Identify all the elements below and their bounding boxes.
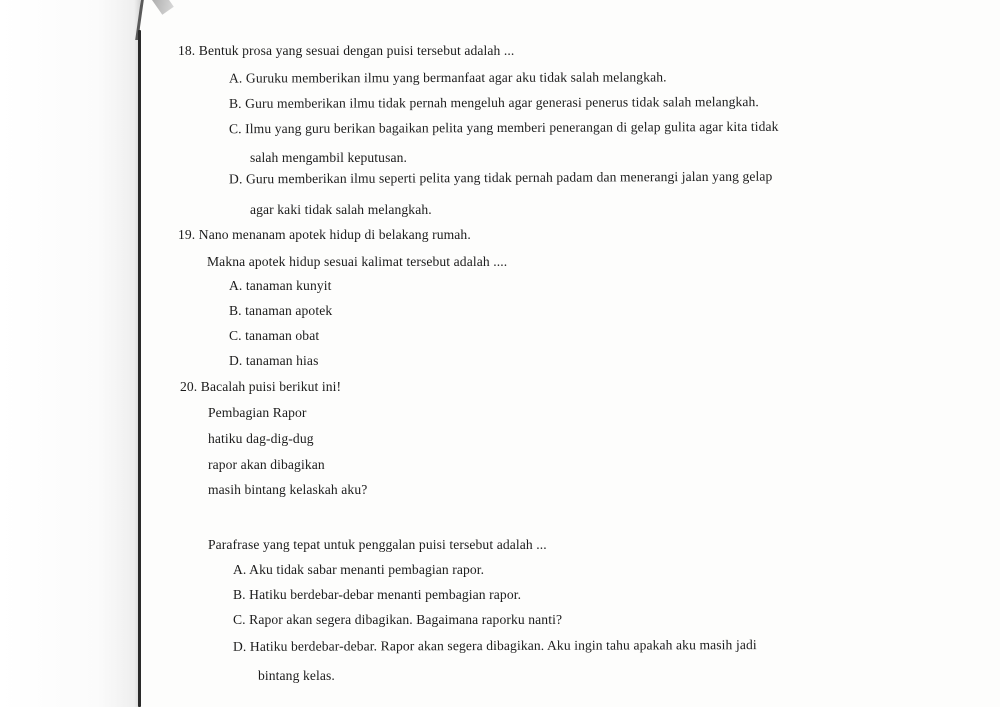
q18-option-c-line2: salah mengambil keputusan. <box>250 150 408 165</box>
q19-option-d: D. tanaman hias <box>229 353 319 368</box>
q18-option-d-line2: agar kaki tidak salah melangkah. <box>250 202 432 217</box>
binder-edge <box>138 30 141 707</box>
q20-poem-line-1: hatiku dag-dig-dug <box>208 431 314 446</box>
q20-question: 20. Bacalah puisi berikut ini! <box>180 379 342 394</box>
q18-option-a: A. Guruku memberikan ilmu yang bermanfaat agar aku tidak salah melangkah. <box>228 69 667 86</box>
q20-option-b: B. Hatiku berdebar-debar menanti pembagian rapor. <box>233 587 522 602</box>
q18-option-c-line1: C. Ilmu yang guru berikan bagaikan pelita yang memberi penerangan di gelap gulita agar kita tidak <box>228 118 779 137</box>
q18-option-d-line1: D. Guru memberikan ilmu seperti pelita yang tidak pernah padam dan menerangi jalan yang gelap <box>228 168 773 187</box>
q18-question: 18. Bentuk prosa yang sesuai dengan puisi tersebut adalah ... <box>178 43 515 58</box>
q20-poem-line-3: masih bintang kelaskah aku? <box>208 482 368 497</box>
q20-option-c: C. Rapor akan segera dibagikan. Bagaimana raporku nanti? <box>233 612 563 627</box>
q19-option-c: C. tanaman obat <box>229 328 320 343</box>
q20-option-d-line1: D. Hatiku berdebar-debar. Rapor akan segera dibagikan. Aku ingin tahu apakah aku masih jadi <box>232 637 757 654</box>
q19-sub-question: Makna apotek hidup sesuai kalimat tersebut adalah .... <box>207 254 508 269</box>
q19-option-b: B. tanaman apotek <box>229 303 333 318</box>
q19-option-a: A. tanaman kunyit <box>229 278 332 293</box>
q20-poem-line-2: rapor akan dibagikan <box>208 457 325 472</box>
q19-question: 19. Nano menanam apotek hidup di belakang rumah. <box>178 227 471 242</box>
q20-option-d-line2: bintang kelas. <box>258 668 335 683</box>
q18-option-b: B. Guru memberikan ilmu tidak pernah mengeluh agar generasi penerus tidak salah melangkah. <box>228 94 759 111</box>
page-corner-mark <box>152 0 174 15</box>
q20-sub-question: Parafrase yang tepat untuk penggalan puisi tersebut adalah ... <box>208 537 547 552</box>
q20-option-a: A. Aku tidak sabar menanti pembagian rapor. <box>233 562 485 577</box>
binder-margin <box>0 0 140 707</box>
q20-poem-title: Pembagian Rapor <box>208 405 307 420</box>
